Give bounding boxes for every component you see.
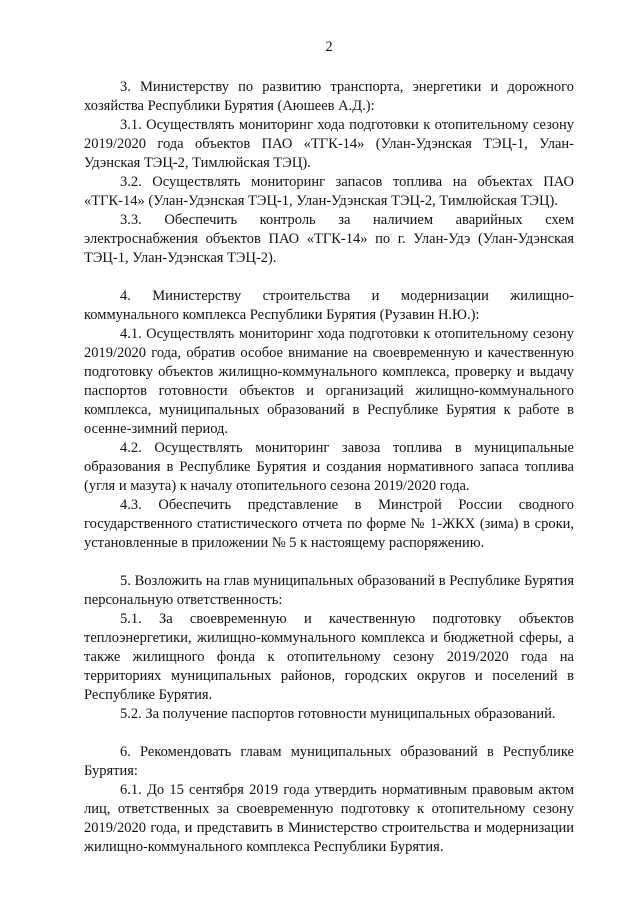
document-paragraph: 4.1. Осуществлять мониторинг хода подготовки к отопительному сезону 2019/2020 года, обратив особое внимание на своевременную и качественную подготовку объектов жилищно-коммунального комплекса, проверку и выдачу паспортов готовности объектов и организаций жилищно-коммунального комплекса, муниципальных образований в Республике Бурятия к работе в осенне-зимний период.: [84, 326, 574, 437]
document-paragraph: 5. Возложить на глав муниципальных образований в Республике Бурятия персональную ответственность:: [84, 573, 574, 608]
document-paragraph: 5.1. За своевременную и качественную подготовку объектов теплоэнергетики, жилищно-коммунального комплекса и бюджетной сферы, а также жилищного фонда к отопительному сезону 2019/2020 года на территориях муниципальных районов, городских округов и поселений в Республике Бурятия.: [84, 611, 574, 703]
document-paragraph: 3.3. Обеспечить контроль за наличием аварийных схем электроснабжения объектов ПАО «ТГК-14» по г. Улан-Удэ (Улан-Удэнская ТЭЦ-1, Улан-Удэнская ТЭЦ-2).: [84, 212, 574, 266]
document-paragraph: 5.2. За получение паспортов готовности муниципальных образований.: [120, 706, 556, 722]
page-number: 2: [325, 39, 333, 55]
document-paragraph: 4.3. Обеспечить представление в Минстрой России сводного государственного статистического отчета по форме № 1-ЖКХ (зима) в сроки, установленные в приложении № 5 к настоящему распоряжению.: [84, 497, 574, 551]
document-paragraph: 6. Рекомендовать главам муниципальных образований в Республике Бурятия:: [84, 744, 574, 779]
document-paragraph: 4. Министерству строительства и модернизации жилищно-коммунального комплекса Республики Бурятия (Рузавин Н.Ю.):: [84, 288, 574, 323]
document-paragraph: 6.1. До 15 сентября 2019 года утвердить нормативным правовым актом лиц, ответственных за своевременную подготовку к отопительному сезону 2019/2020 года, и представить в Министерство строительства и модернизации жилищно-коммунального комплекса Республики Бурятия.: [84, 782, 574, 855]
document-paragraph: 3.1. Осуществлять мониторинг хода подготовки к отопительному сезону 2019/2020 года объектов ПАО «ТГК-14» (Улан-Удэнская ТЭЦ-1, Улан-Удэнская ТЭЦ-2, Тимлюйская ТЭЦ).: [84, 117, 574, 171]
document-paragraph: 3. Министерству по развитию транспорта, энергетики и дорожного хозяйства Республики Бурятия (Аюшеев А.Д.):: [84, 79, 574, 114]
document-body: [84, 78, 574, 857]
document-paragraph: 4.2. Осуществлять мониторинг завоза топлива в муниципальные образования в Республике Бурятия и создания нормативного запаса топлива (угля и мазута) к началу отопительного сезона 2019/2020 года.: [84, 440, 574, 494]
document-paragraph: 3.2. Осуществлять мониторинг запасов топлива на объектах ПАО «ТГК-14» (Улан-Удэнская ТЭЦ-1, Улан-Удэнская ТЭЦ-2, Тимлюйская ТЭЦ).: [84, 174, 574, 209]
